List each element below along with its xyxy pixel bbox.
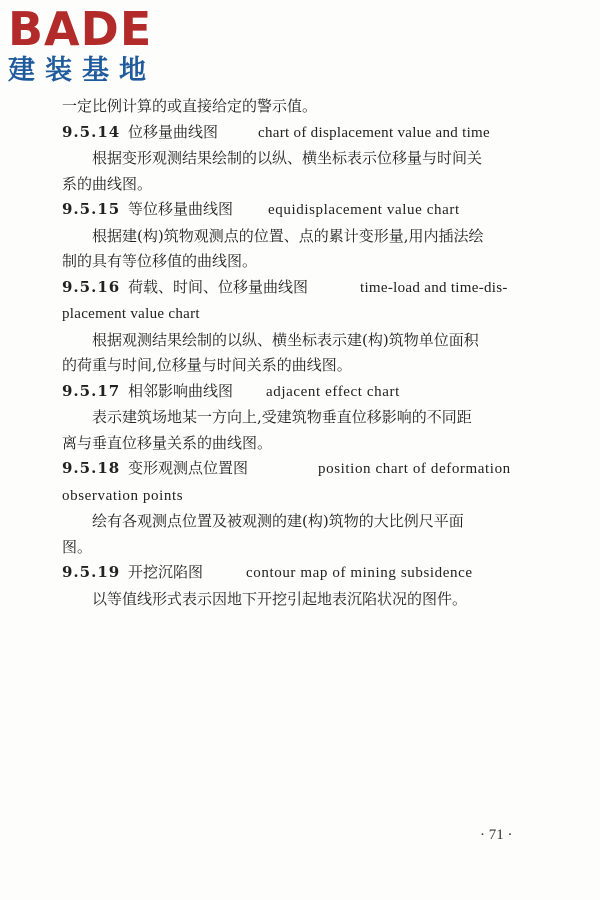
- term-zh: 开挖沉陷图: [128, 563, 204, 581]
- term-number: 9.5.18: [62, 459, 121, 477]
- definition-line: 系的曲线图。: [62, 174, 153, 193]
- term-en: contour map of mining subsidence: [246, 565, 473, 581]
- term-number: 9.5.17: [62, 381, 121, 400]
- term-heading: [62, 456, 544, 483]
- document-body: [62, 94, 544, 612]
- definition-line: 以等值线形式表示因地下开挖引起地表沉陷状况的图件。: [92, 589, 468, 608]
- term-number: 9.5.19: [62, 563, 121, 581]
- term-zh: 变形观测点位置图: [128, 459, 249, 477]
- term-heading: [62, 120, 544, 147]
- term-en-continued: placement value chart: [62, 306, 200, 322]
- term-number: 9.5.16: [62, 277, 121, 296]
- term-zh: 等位移量曲线图: [128, 200, 234, 218]
- page-number: · 71 ·: [480, 827, 513, 843]
- term-number: 9.5.14: [62, 122, 121, 141]
- intro-line: 一定比例计算的或直接给定的警示值。: [62, 97, 318, 115]
- term-en: chart of displacement value and time: [258, 124, 490, 141]
- term-en: adjacent effect chart: [266, 383, 400, 400]
- term-zh: 相邻影响曲线图: [128, 381, 234, 400]
- term-zh: 位移量曲线图: [128, 122, 219, 141]
- definition-line: 绘有各观测点位置及被观测的建(构)筑物的大比例尺平面: [92, 512, 464, 530]
- definition-line: 制的具有等位移值的曲线图。: [62, 252, 258, 270]
- term-zh: 荷载、时间、位移量曲线图: [128, 277, 309, 296]
- definition-line: 的荷重与时间,位移量与时间关系的曲线图。: [62, 356, 352, 374]
- definition-line: 根据建(构)筑物观测点的位置、点的累计变形量,用内插法绘: [92, 226, 484, 245]
- definition-line: 表示建筑场地某一方向上,受建筑物垂直位移影响的不同距: [92, 408, 472, 426]
- term-en-continued: observation points: [62, 487, 184, 504]
- term-number: 9.5.15: [62, 200, 121, 218]
- term-heading: [62, 379, 544, 406]
- term-heading: [62, 275, 544, 302]
- term-heading: [62, 197, 544, 224]
- logo-subtitle: 建装基地: [8, 55, 156, 86]
- term-en: time-load and time-dis-: [360, 279, 508, 296]
- logo-brand: BADE: [8, 2, 153, 56]
- definition-line: 离与垂直位移量关系的曲线图。: [62, 433, 273, 452]
- term-en: position chart of deformation: [318, 461, 511, 477]
- logo: [8, 2, 178, 92]
- definition-line: 图。: [62, 537, 93, 556]
- term-heading: [62, 560, 544, 587]
- term-en: equidisplacement value chart: [268, 202, 460, 218]
- definition-line: 根据观测结果绘制的以纵、横坐标表示建(构)筑物单位面积: [92, 330, 479, 349]
- definition-line: 根据变形观测结果绘制的以纵、横坐标表示位移量与时间关: [92, 149, 483, 167]
